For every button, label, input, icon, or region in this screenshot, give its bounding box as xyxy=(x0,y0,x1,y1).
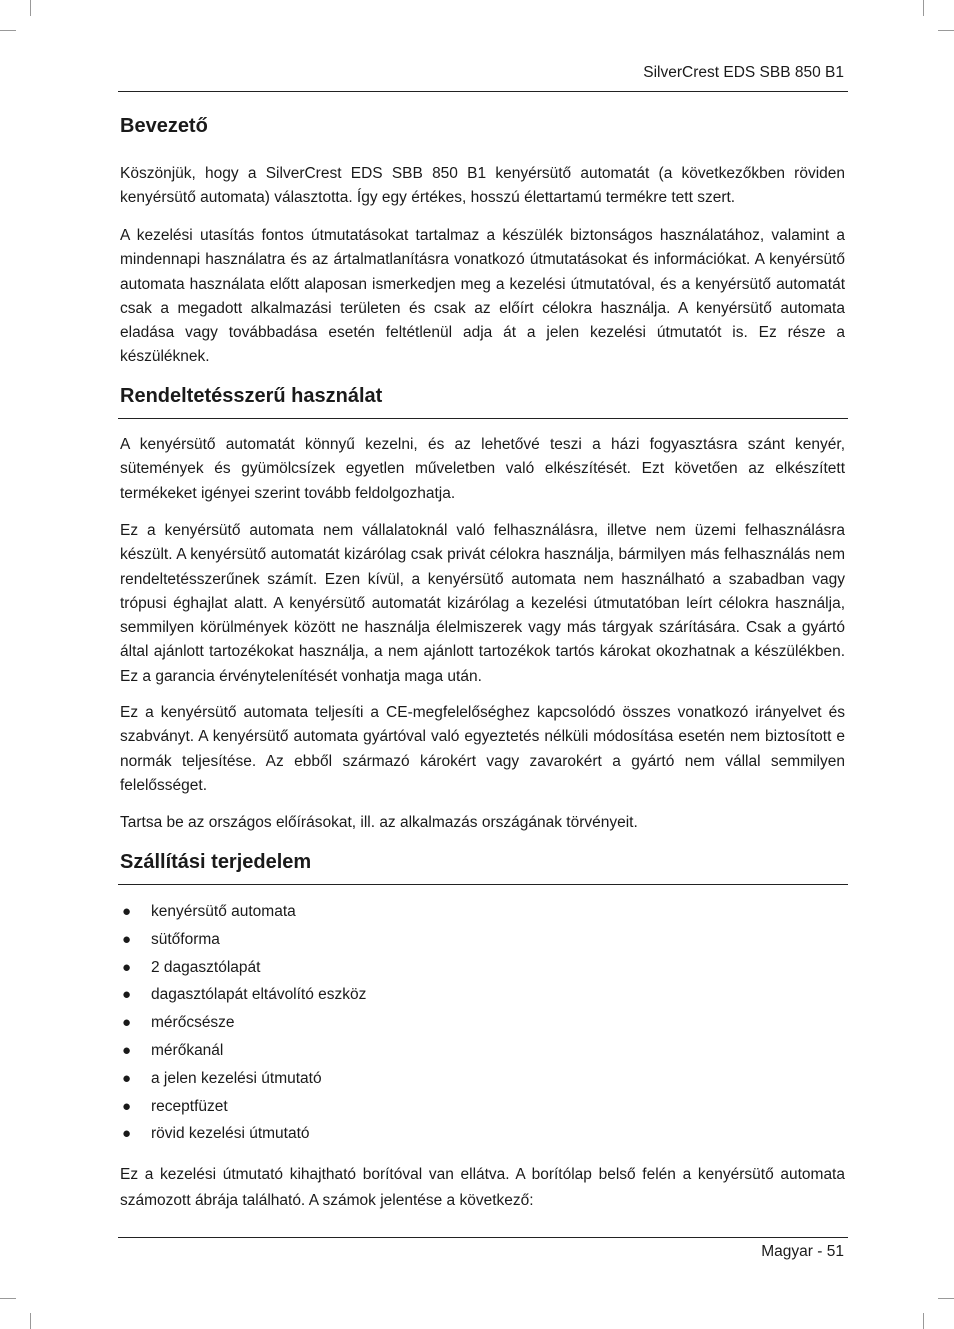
bullet-icon: ● xyxy=(122,1014,132,1032)
list-item: ● dagasztólapát eltávolító eszköz xyxy=(120,981,366,1009)
paragraph: Tartsa be az országos előírásokat, ill. az alkalmazás országának törvényeit. xyxy=(120,814,638,831)
bullet-icon: ● xyxy=(122,1097,132,1115)
section-title-intro: Bevezető xyxy=(120,115,208,137)
paragraph: Köszönjük, hogy a SilverCrest EDS SBB 850 B1 kenyérsütő automatát (a következőkben röviden kenyérsütő automata) választotta. Így egy értékes, hosszú élettartamú termékre tett szert. xyxy=(120,165,845,207)
crop-mark xyxy=(0,30,16,31)
list-item: ● rövid kezelési útmutató xyxy=(120,1120,366,1148)
footer-language: Magyar xyxy=(761,1243,813,1260)
list-item: ● a jelen kezelési útmutató xyxy=(120,1065,366,1093)
list-item: ● sütőforma xyxy=(120,926,366,954)
list-item: ● mérőcsésze xyxy=(120,1009,366,1037)
delivery-list xyxy=(120,898,366,1148)
bullet-icon: ● xyxy=(122,1069,132,1087)
running-header: SilverCrest EDS SBB 850 B1 xyxy=(643,64,844,81)
bullet-icon: ● xyxy=(122,903,132,920)
list-item: ● kenyérsütő automata xyxy=(120,898,366,926)
paragraph: A kezelési utasítás fontos útmutatásokat tartalmaz a készülék biztonságos használatához, valamint a mindennapi használatra és az ártalmatlanításra vonatkozó útmutatásokat és információkat. A kenyérsütő automata használata előtt alaposan ismerkedjen meg a kezelési útmutatóval, és a kenyérsütő automatát csak a megadott alkalmazási területen és csak az előírt célokra használja. A kenyérsütő automata eladása vagy továbbadása esetén feltétlenül adja át a jelen kezelési útmutatót is. Ez része a készüléknek. xyxy=(120,227,845,366)
section-rule xyxy=(118,884,848,885)
crop-mark xyxy=(30,0,31,16)
section-title-intended-use: Rendeltetésszerű használat xyxy=(120,385,383,407)
crop-mark xyxy=(923,0,924,16)
section-rule xyxy=(118,418,848,419)
page-number: 51 xyxy=(826,1243,844,1260)
crop-mark xyxy=(30,1313,31,1329)
page-footer xyxy=(761,1243,844,1261)
crop-mark xyxy=(923,1313,924,1329)
paragraph: Ez a kenyérsütő automata teljesíti a CE-megfelelőséghez kapcsolódó összes vonatkozó irányelvet és szabványt. A kenyérsütő automata gyártóval való egyeztetés nélküli módosítása esetén nem biztosított e normák teljesítése. Az ebből származó károkért vagy zavarokért a gyártó nem vállal semmilyen felelősséget. xyxy=(120,704,845,794)
footer-separator: - xyxy=(817,1243,823,1260)
bullet-icon: ● xyxy=(122,958,132,976)
paragraph: Ez a kezelési útmutató kihajtható borítóval van ellátva. A borítólap belső felén a kenyérsütő automata számozott ábrája található. A számok jelentése a következő: xyxy=(120,1166,845,1209)
crop-mark xyxy=(0,1298,16,1299)
paragraph: A kenyérsütő automatát könnyű kezelni, és az lehetővé teszi a házi fogyasztásra szánt kenyér, sütemények és gyümölcsízek egyetlen műveletben való elkészítését. Ezt követően az elkészített termékeket igényei szerint tovább feldolgozhatja. xyxy=(120,436,845,502)
list-item: ● 2 dagasztólapát xyxy=(120,954,366,982)
header-rule xyxy=(118,91,848,92)
list-item: ● receptfüzet xyxy=(120,1093,366,1121)
bullet-icon: ● xyxy=(122,986,132,1004)
list-item: ● mérőkanál xyxy=(120,1037,366,1065)
paragraph: Ez a kenyérsütő automata nem vállalatoknál való felhasználásra, illetve nem üzemi felhasználásra készült. A kenyérsütő automatát kizárólag csak privát célokra használja, bármilyen más felhasználás nem rendeltetésszerűnek számít. Ezen kívül, a kenyérsütő automata nem használható a szabadban vagy trópusi éghajlat alatt. A kenyérsütő automatát kizárólag a kezelési útmutatóban leírt célokra használja, semmilyen körülmények között ne használja élelmiszerek vagy más tárgyak szárítására. Csak a gyártó által ajánlott tartozékokat használja, a nem ajánlott tartozékok tartós károkat okozhatnak a készülékben. Ez a garancia érvénytelenítését vonhatja maga után. xyxy=(120,522,845,685)
section-title-delivery: Szállítási terjedelem xyxy=(120,851,312,873)
crop-mark xyxy=(938,30,954,31)
bullet-icon: ● xyxy=(122,1041,132,1059)
footer-rule xyxy=(118,1237,848,1238)
bullet-icon: ● xyxy=(122,930,132,948)
crop-mark xyxy=(938,1298,954,1299)
bullet-icon: ● xyxy=(122,1125,132,1143)
